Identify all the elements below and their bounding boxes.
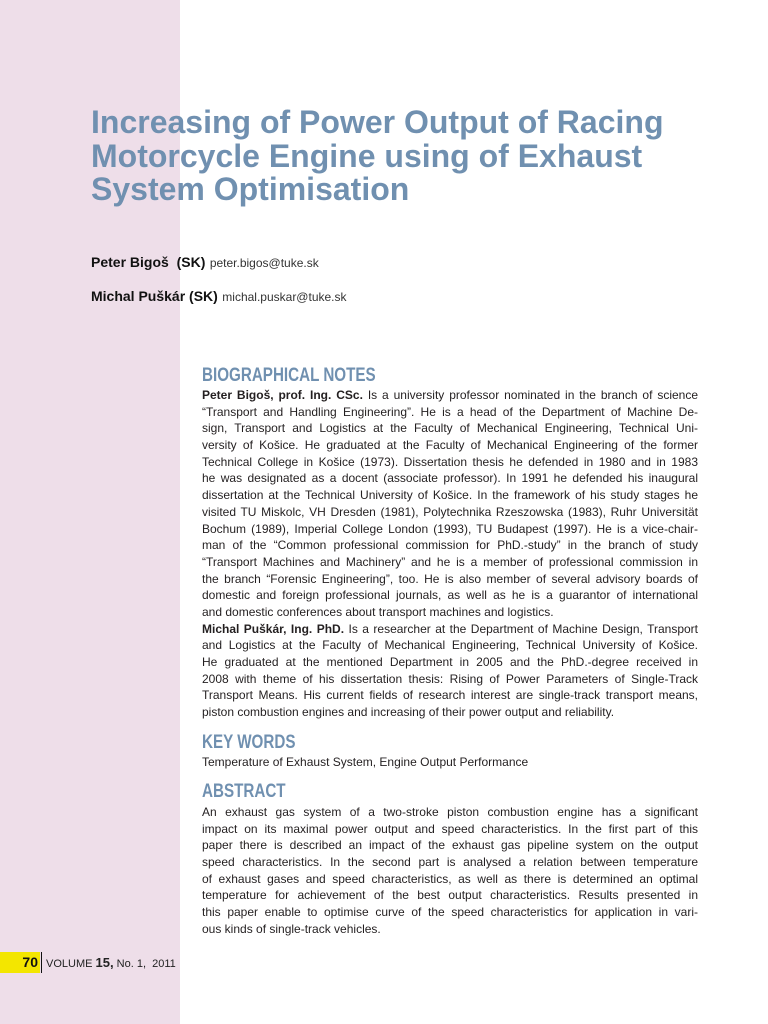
volume-label: VOLUME [46, 958, 93, 970]
text-line: visited TU Miskolc, VH Dresden (1981), Polytechnika Rzeszowska (1983), Ruhr Universität [202, 504, 698, 519]
section-heading-abstract [202, 781, 307, 803]
text-line: “Transport Machines and Machinery” and he is a member of professional commission in [202, 554, 698, 569]
page-number-badge [0, 952, 40, 973]
author-entry [91, 287, 347, 321]
page-number: 70 [22, 954, 38, 970]
key-words-text: Temperature of Exhaust System, Engine Output Performance [202, 755, 529, 769]
text-line: speed characteristics. In the second part is analysed a relation between temperature [202, 855, 698, 870]
text-line: Transport Means. His current fields of research interest are single-track transport means, [202, 688, 698, 703]
section-heading-key-words [202, 732, 319, 754]
abstract-text [202, 804, 698, 938]
text-line: “Transport and Handling Engineering”. He is a head of the Department of Machine De- [202, 404, 698, 419]
text-line: versity of Košice. He graduated at the Faculty of Mechanical Engineering of the former [202, 438, 698, 453]
text-line: dissertation at the Technical University of Košice. In the framework of his study stages he [202, 488, 698, 503]
text-line: he was designated as a docent (associate professor). In 1991 he defended his inaugural [202, 471, 698, 486]
text-line: ous kinds of single-track vehicles. [202, 921, 381, 936]
text-line: this paper enable to optimise curve of the speed characteristics for application in vari- [202, 905, 698, 920]
text-line: temperature for achievement of the best output characteristics. Results presented in [202, 888, 698, 903]
text-line-content: Is a researcher at the Department of Machine Design, Transport [348, 621, 698, 636]
section-heading-biographical-notes [202, 365, 419, 387]
author-name: Michal Puškár (SK) [91, 288, 218, 304]
text-line: sign, Transport and Logistics at the Faculty of Mechanical Engineering, Technical Uni- [202, 421, 698, 436]
volume-number: 15, [95, 955, 114, 970]
title-line: Increasing of Power Output of Racing [91, 104, 664, 140]
text-line: He graduated at the mentioned Department in 2005 and the PhD.-degree received in [202, 655, 698, 669]
volume-info [46, 952, 176, 973]
text-line: of exhaust gases and speed characteristics, as well as there is determined an optimal [202, 871, 698, 886]
text-line: paper there is described an impact of the exhaust gas pipeline system on the output [202, 838, 698, 853]
biographical-notes-text [202, 387, 698, 721]
issue-label: No. 1, 2011 [116, 958, 176, 970]
text-line: domestic and foreign professional journals, as well as he is a guarantor of international [202, 588, 698, 603]
text-line: piston combustion engines and increasing of their power output and reliability. [202, 705, 615, 720]
heading-text: BIOGRAPHICAL NOTES [202, 365, 376, 386]
text-line [202, 387, 698, 404]
bio-paragraph [202, 621, 698, 721]
text-line: Bochum (1989), Imperial College London (1993), TU Budapest (1997). He is a vice-chair- [202, 521, 698, 536]
text-line-content: Is a university professor nominated in the branch of science [367, 388, 698, 402]
title-line: System Optimisation [91, 171, 410, 207]
text-line: Technical College in Košice (1973). Dissertation thesis he defended in 1980 and in 1983 [202, 454, 698, 469]
author-email: michal.puskar@tuke.sk [222, 290, 347, 304]
text-line: An exhaust gas system of a two-stroke piston combustion engine has a significant [202, 805, 698, 819]
text-line: 2008 with theme of his dissertation thesis: Rising of Power Parameters of Single-Track [202, 671, 698, 686]
author-entry [91, 253, 347, 287]
text-line: and domestic conferences about transport machines and logistics. [202, 604, 554, 619]
text-line: impact on its maximal power output and speed characteristics. In the first part of this [202, 821, 698, 836]
author-list [91, 253, 347, 321]
title-line: Motorcycle Engine using of Exhaust [91, 137, 643, 174]
text-line [202, 621, 698, 638]
footer-divider [41, 952, 42, 973]
text-line: man of the “Common professional commission for PhD.-study” in the branch of study [202, 538, 698, 553]
heading-text: KEY WORDS [202, 732, 296, 753]
author-email: peter.bigos@tuke.sk [209, 256, 319, 270]
lead-name: Peter Bigoš, prof. Ing. CSc. [202, 388, 363, 402]
lead-name: Michal Puškár, Ing. PhD. [202, 621, 345, 636]
text-line: the branch “Forensic Engineering”, too. He is also member of several advisory boards of [202, 571, 698, 586]
article-title [91, 106, 663, 207]
text-line: and Logistics at the Faculty of Mechanical Engineering, Technical University of Košice. [202, 638, 698, 653]
author-name: Peter Bigoš (SK) [91, 254, 206, 270]
bio-paragraph [202, 387, 698, 621]
heading-text: ABSTRACT [202, 781, 286, 802]
